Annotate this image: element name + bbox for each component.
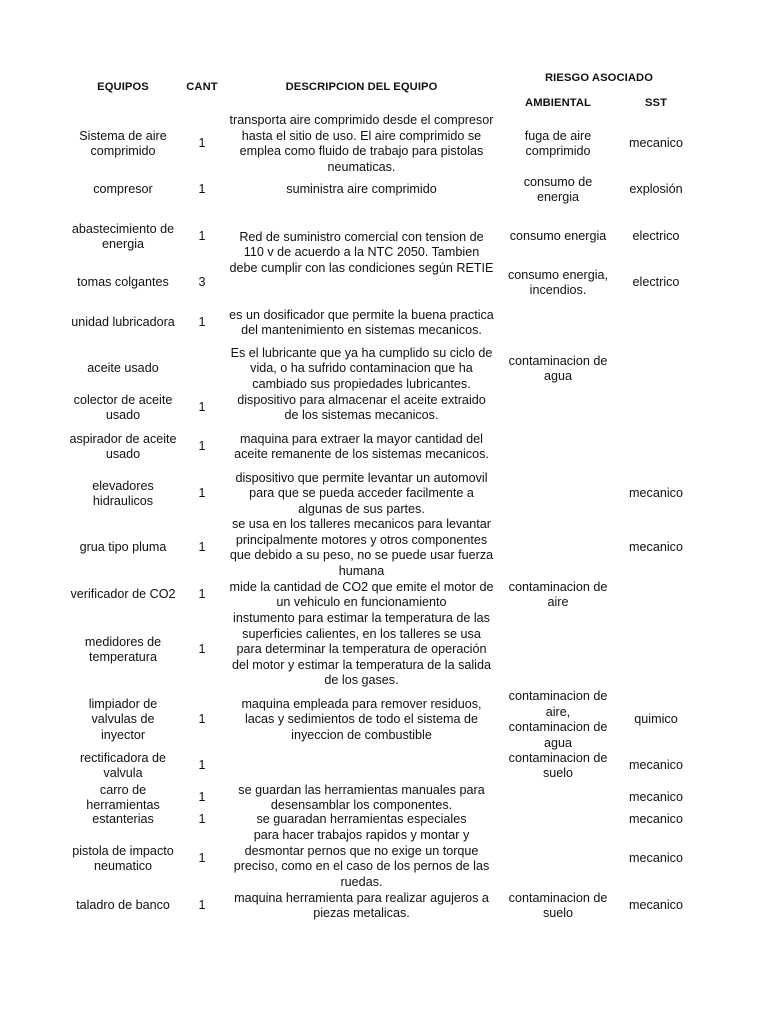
cant-cell: 1 xyxy=(198,136,206,151)
cant-cell: 1 xyxy=(198,229,206,244)
descripcion-cell: Es el lubricante que ya ha cumplido su ciclo de vida, o ha sufrido contaminacion que ha cambiado sus propiedades lubricantes. xyxy=(230,345,493,391)
descripcion-cell: maquina herramienta para realizar agujeros a piezas metalicas. xyxy=(234,890,489,920)
header-descripcion: DESCRIPCION DEL EQUIPO xyxy=(285,81,438,94)
header-equipos: EQUIPOS xyxy=(97,81,149,94)
sst-cell: quimico xyxy=(634,712,678,727)
sst-cell: electrico xyxy=(632,275,680,290)
cant-cell: 1 xyxy=(198,712,206,727)
equipo-cell: tomas colgantes xyxy=(77,275,169,290)
descripcion-cell: Red de suministro comercial con tension de 110 v de acuerdo a la NTC 2050. Tambien debe cumplir con las condiciones según RETIE xyxy=(229,229,494,275)
sst-cell: mecanico xyxy=(629,851,683,866)
descripcion-cell: se guardan las herramientas manuales para desensamblar los componentes. xyxy=(238,782,485,812)
cant-cell: 1 xyxy=(198,851,206,866)
descripcion-cell: instumento para estimar la temperatura de las superficies calientes, en los talleres se usa para determinar la temperatura de operación del motor y estimar la temperatura de la salida de los gases. xyxy=(232,611,491,688)
descripcion-cell: es un dosificador que permite la buena practica del mantenimiento en sistemas mecanicos. xyxy=(229,307,494,337)
ambiental-cell: contaminacion de suelo xyxy=(508,890,608,920)
ambiental-cell: consumo de energia xyxy=(523,174,593,204)
ambiental-cell: consumo energia, incendios. xyxy=(507,267,609,297)
cant-cell: 1 xyxy=(198,439,206,454)
descripcion-cell: para hacer trabajos rapidos y montar y desmontar pernos que no exige un torque preciso, como en el caso de los pernos de las ruedas. xyxy=(233,828,490,889)
descripcion-cell: dispositivo que permite levantar un automovil para que se pueda acceder facilmente a algunas de sus partes. xyxy=(235,470,488,516)
ambiental-cell: contaminacion de suelo xyxy=(508,750,608,780)
cant-cell: 1 xyxy=(198,486,206,501)
cant-cell: 1 xyxy=(198,812,206,827)
sst-cell: mecanico xyxy=(629,486,683,501)
ambiental-cell: contaminacion de aire xyxy=(508,579,608,609)
sst-cell: mecanico xyxy=(629,136,683,151)
header-cant: CANT xyxy=(186,81,218,94)
equipo-cell: rectificadora de valvula xyxy=(79,750,167,780)
descripcion-cell: transporta aire comprimido desde el compresor hasta el sitio de uso. El aire comprimido se emplea como fluido de trabajo para pistolas neumaticas. xyxy=(229,113,494,174)
descripcion-cell: se usa en los talleres mecanicos para levantar principalmente motores y otros componentes que debido a su peso, no se puede usar fuerza humana xyxy=(229,517,494,578)
sst-cell: mecanico xyxy=(629,540,683,555)
equipo-cell: verificador de CO2 xyxy=(70,587,176,602)
cant-cell: 1 xyxy=(198,642,206,657)
descripcion-cell: suministra aire comprimido xyxy=(286,182,437,197)
sst-cell: mecanico xyxy=(629,790,683,805)
equipo-cell: taladro de banco xyxy=(76,898,170,913)
header-sst: SST xyxy=(644,97,668,110)
descripcion-cell: maquina empleada para remover residuos, lacas y sedimientos de todo el sistema de inyeccion de combustible xyxy=(241,696,482,742)
equipo-cell: medidores de temperatura xyxy=(84,634,162,664)
ambiental-cell: consumo energia xyxy=(509,229,607,244)
sst-cell: mecanico xyxy=(629,758,683,773)
equipo-cell: carro de herramientas xyxy=(86,782,160,812)
equipo-cell: elevadores hidraulicos xyxy=(92,478,154,508)
ambiental-cell: contaminacion de aire, contaminacion de agua xyxy=(508,689,608,750)
ambiental-cell: fuga de aire comprimido xyxy=(524,128,592,158)
equipo-cell: grua tipo pluma xyxy=(79,540,167,555)
ambiental-cell: contaminacion de agua xyxy=(508,353,608,383)
header-ambiental: AMBIENTAL xyxy=(525,97,591,110)
header-riesgo-asociado: RIESGO ASOCIADO xyxy=(545,72,653,85)
equipo-cell: aceite usado xyxy=(87,361,159,376)
cant-cell: 1 xyxy=(198,400,206,415)
equipo-cell: estanterias xyxy=(92,812,154,827)
equipo-cell: unidad lubricadora xyxy=(71,315,175,330)
descripcion-cell: maquina para extraer la mayor cantidad del aceite remanente de los sistemas mecanicos. xyxy=(234,431,489,461)
equipo-cell: aspirador de aceite usado xyxy=(69,431,177,461)
equipo-cell: limpiador de valvulas de inyector xyxy=(88,696,158,742)
cant-cell: 1 xyxy=(198,898,206,913)
cant-cell: 3 xyxy=(198,275,206,290)
cant-cell: 1 xyxy=(198,182,206,197)
equipo-cell: pistola de impacto neumatico xyxy=(72,843,174,873)
cant-cell: 1 xyxy=(198,315,206,330)
cant-cell: 1 xyxy=(198,540,206,555)
equipo-cell: compresor xyxy=(93,182,153,197)
cant-cell: 1 xyxy=(198,758,206,773)
equipo-cell: Sistema de aire comprimido xyxy=(79,128,167,158)
cant-cell: 1 xyxy=(198,790,206,805)
sst-cell: explosión xyxy=(629,182,683,197)
equipo-cell: abastecimiento de energia xyxy=(71,221,175,251)
equipo-cell: colector de aceite usado xyxy=(73,392,173,422)
sst-cell: mecanico xyxy=(629,812,683,827)
sst-cell: electrico xyxy=(632,229,680,244)
descripcion-cell: dispositivo para almacenar el aceite extraido de los sistemas mecanicos. xyxy=(237,392,486,422)
sst-cell: mecanico xyxy=(629,898,683,913)
descripcion-cell: se guaradan herramientas especiales xyxy=(256,812,467,827)
descripcion-cell: mide la cantidad de CO2 que emite el motor de un vehiculo en funcionamiento xyxy=(229,579,494,609)
cant-cell: 1 xyxy=(198,587,206,602)
